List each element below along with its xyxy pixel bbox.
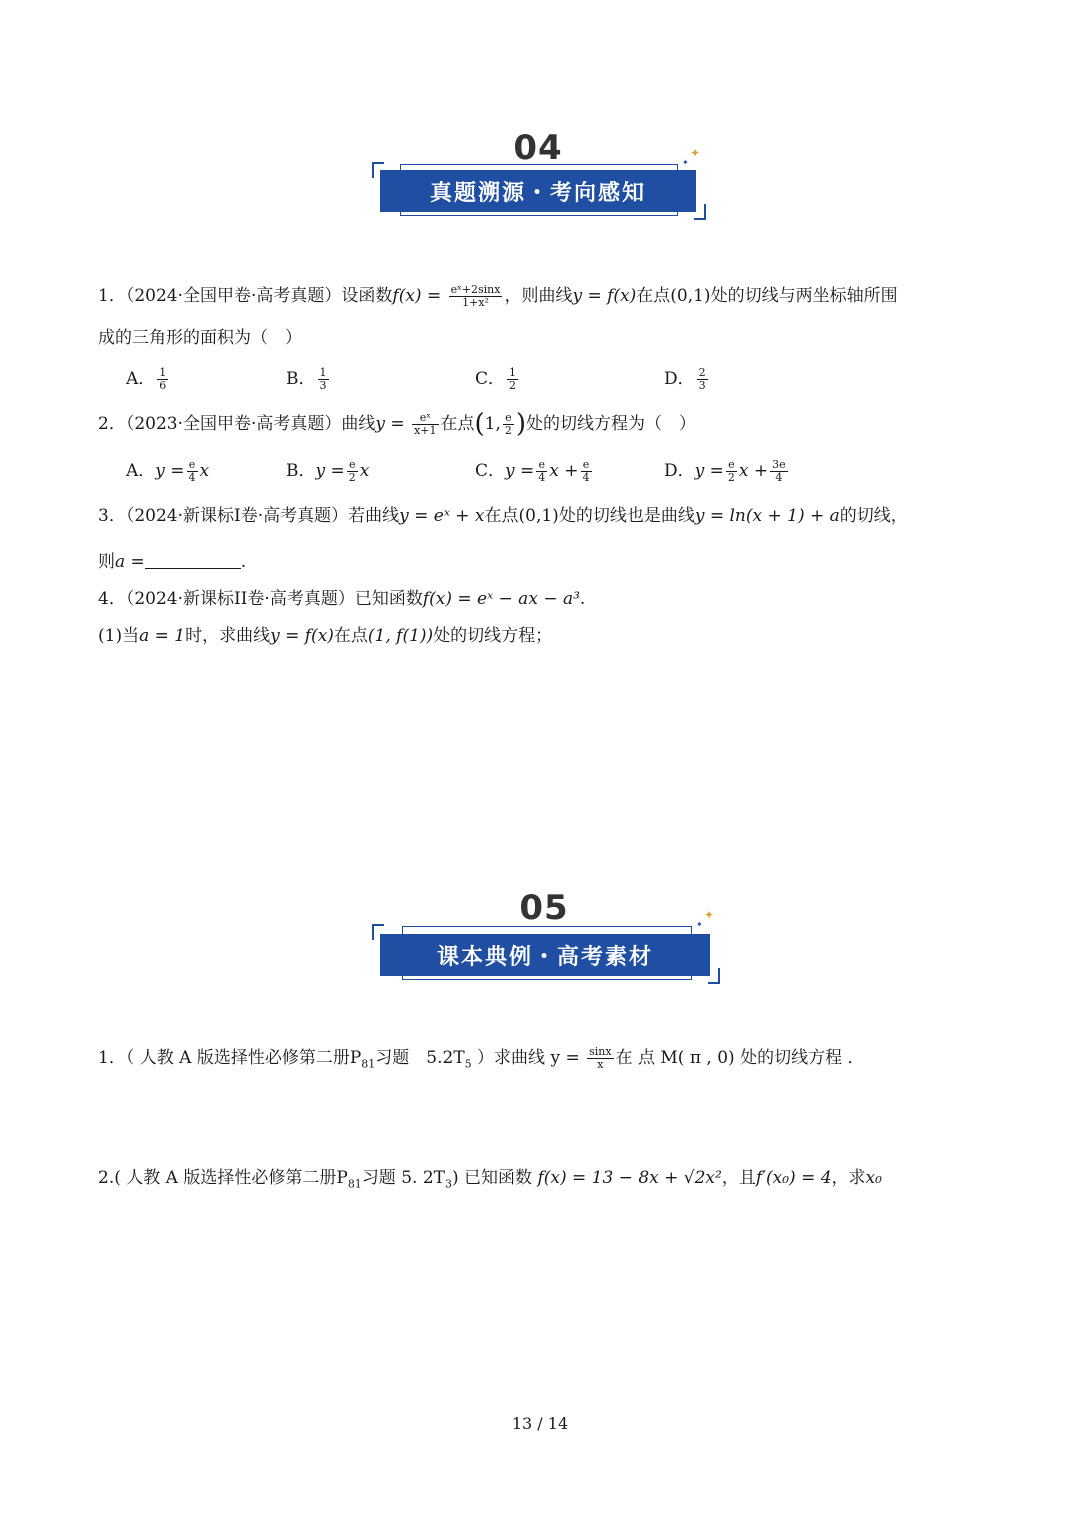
corner-bracket — [694, 204, 706, 220]
section-title-banner: 真题溯源・考向感知 — [380, 170, 696, 212]
q2-option-d: D．y = $\frac{e}{2}$ x + $\frac{3e}{4}$ — [664, 458, 786, 484]
q1-option-d: D． $\frac{2}{3}$ — [664, 366, 706, 392]
sparkle-icon: ✦ — [704, 908, 715, 922]
q2-option-a: A．y = $\frac{e}{4}$ x — [126, 458, 210, 484]
question-4: 4．（2024·新课标II卷·高考真题）已知函数f(x) = eˣ − ax − a³. — [98, 589, 586, 609]
corner-bracket — [708, 968, 720, 984]
section-number: 05 — [519, 888, 569, 928]
textbook-example-2: 2.( 人教 A 版选择性必修第二册$P_{81}$习题 5. $2T_3$) 已知函数 f(x) = 13 − 8x + √2x²，且f′(x₀) = 4，求x₀ — [98, 1168, 882, 1191]
sparkle-icon: ✦ — [682, 158, 689, 167]
question-2: 2．（2023·全国甲卷·高考真题）曲线y = $\frac{\text{eˣ}}{x+1}$ 在点(1, $\frac{e}{2}$ )处的切线方程为（ ） — [98, 409, 697, 439]
q1-option-a: A． $\frac{1}{6}$ — [126, 366, 167, 392]
page-number: 13 / 14 — [511, 1414, 569, 1433]
section-number: 04 — [513, 128, 563, 168]
question-1-line2: 成的三角形的面积为（ ） — [98, 328, 302, 348]
q1-option-c: C． $\frac{1}{2}$ — [475, 366, 517, 392]
q2-option-b: B．y = $\frac{e}{2}$ x — [286, 458, 370, 484]
textbook-example-1: 1．（ 人教 A 版选择性必修第二册$P_{81}$习题 $5.2T_5$ ）求曲线 y = $\frac{\sin x}{x}$ 在 点 M( π , 0) 处的切线方程 ． — [98, 1045, 865, 1071]
question-1: 1．（2024·全国甲卷·高考真题）设函数f(x) = $\frac{\text{eˣ+2sinx}}{\text{1+x²}}$ ，则曲线y = f(x)在点(0,1)处的切线与两坐标轴所围 — [98, 283, 898, 309]
q2-option-c: C．y = $\frac{e}{4}$ x + $\frac{e}{4}$ — [475, 458, 590, 484]
question-3-line2: 则a = . — [98, 552, 247, 572]
q1-option-b: B． $\frac{1}{3}$ — [286, 366, 327, 392]
section-title-banner: 课本典例・高考素材 — [380, 934, 710, 976]
question-4-part1: (1)当a = 1时，求曲线y = f(x)在点(1, f(1))处的切线方程； — [98, 626, 553, 646]
corner-bracket — [372, 924, 384, 940]
sparkle-icon: ✦ — [690, 146, 701, 160]
corner-bracket — [372, 162, 384, 178]
question-3: 3．（2024·新课标Ⅰ卷·高考真题）若曲线y = eˣ + x在点(0,1)处的切线也是曲线y = ln(x + 1) + a的切线， — [98, 506, 908, 526]
answer-blank[interactable] — [145, 552, 241, 569]
sparkle-icon: ✦ — [696, 920, 703, 929]
